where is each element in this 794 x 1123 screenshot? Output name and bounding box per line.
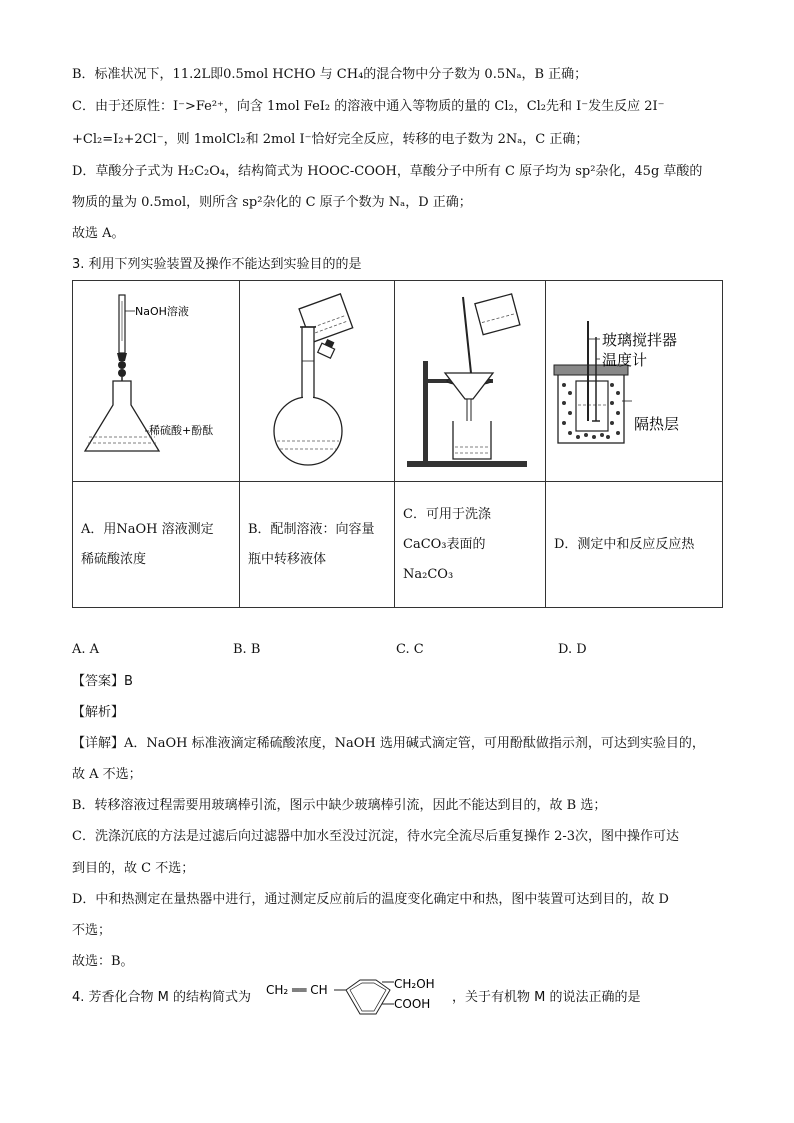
cell-option-a	[73, 482, 240, 608]
analysis-a1: 【详解】A．NaOH 标准液滴定稀硫酸浓度，NaOH 选用碱式滴定管，可用酚酞做指示剂，可达到实验目的，	[72, 736, 705, 751]
answer-tag: 【答案】B	[72, 674, 133, 689]
cell-b-line2: 瓶中转移液体	[248, 551, 327, 567]
label-thermometer: 温度计	[602, 351, 648, 369]
line-b: B．标准状况下，11.2L即0.5mol HCHO 与 CH₄的混合物中分子数为 0.5Nₐ，B 正确；	[72, 67, 588, 82]
choice-c[interactable]: C. C	[396, 642, 424, 657]
choice-b[interactable]: B. B	[233, 642, 261, 657]
cooh-group: COOH	[394, 997, 431, 1011]
analysis-c2: 到目的，故 C 不选；	[72, 861, 195, 876]
analysis-a2: 故 A 不选；	[72, 767, 142, 782]
analysis-d1: D．中和热测定在量热器中进行，通过测定反应前后的温度变化确定中和热，图中装置可达到目的，故 D	[72, 892, 669, 907]
cell-a-line1: A．用NaOH 溶液测定	[81, 521, 214, 537]
question-4-suffix: ，关于有机物 M 的说法正确的是	[452, 990, 641, 1005]
label-sulfuric: 稀硫酸+酚酞	[149, 424, 214, 437]
choice-a[interactable]: A. A	[72, 642, 100, 657]
analysis-final: 故选：B。	[72, 954, 134, 969]
analysis-c1: C．洗涤沉底的方法是过滤后向过滤器中加水至没过沉淀，待水完全流尽后重复操作 2-3次，图中操作可达	[72, 829, 680, 844]
analysis-b: B．转移溶液过程需要用玻璃棒引流，图示中缺少玻璃棒引流，因此不能达到目的，故 B 选；	[72, 798, 607, 813]
cell-b-line1: B．配制溶液：向容量	[248, 521, 375, 537]
cell-option-b	[240, 482, 395, 608]
answer-prev: 故选 A。	[72, 226, 125, 241]
line-d2: 物质的量为 0.5mol，则所含 sp²杂化的 C 原子个数为 Nₐ，D 正确；	[72, 195, 472, 210]
question-4-prefix: 4. 芳香化合物 M 的结构简式为	[72, 990, 252, 1005]
vinyl-group: CH₂ ══ CH	[266, 983, 328, 997]
analysis-d2: 不选；	[72, 923, 112, 938]
label-naoh: NaOH溶液	[135, 305, 189, 318]
line-d1: D．草酸分子式为 H₂C₂O₄，结构简式为 HOOC-COOH，草酸分子中所有 C 原子均为 sp²杂化，45g 草酸的	[72, 164, 703, 179]
cell-d-line1: D．测定中和反应反应热	[554, 536, 695, 552]
analysis-tag: 【解析】	[72, 705, 125, 720]
cell-c-line3: Na₂CO₃	[403, 566, 454, 582]
structure-m	[264, 974, 454, 1022]
cell-c-line2: CaCO₃表面的	[403, 536, 486, 552]
figure-volumetric-flask	[240, 281, 395, 482]
ch2oh-group: CH₂OH	[394, 977, 435, 991]
line-c2: +Cl₂=I₂+2Cl⁻，则 1molCl₂和 2mol I⁻恰好完全反应，转移的电子数为 2Nₐ，C 正确；	[72, 132, 589, 147]
choice-d[interactable]: D. D	[558, 642, 587, 657]
cell-option-d	[546, 482, 723, 608]
label-stirrer: 玻璃搅拌器	[602, 331, 678, 349]
cell-c-line1: C．可用于洗涤	[403, 506, 491, 522]
figure-titration	[73, 281, 240, 482]
figure-filtration	[395, 281, 546, 482]
line-c1: C．由于还原性：I⁻>Fe²⁺，向含 1mol FeI₂ 的溶液中通入等物质的量的 Cl₂，Cl₂先和 I⁻发生反应 2I⁻	[72, 99, 665, 114]
question-3: 3. 利用下列实验装置及操作不能达到实验目的的是	[72, 257, 362, 272]
apparatus-table	[72, 280, 723, 608]
figure-calorimeter	[546, 281, 723, 482]
cell-option-c	[395, 482, 546, 608]
label-insulation: 隔热层	[634, 415, 680, 433]
cell-a-line2: 稀硫酸浓度	[81, 551, 147, 567]
